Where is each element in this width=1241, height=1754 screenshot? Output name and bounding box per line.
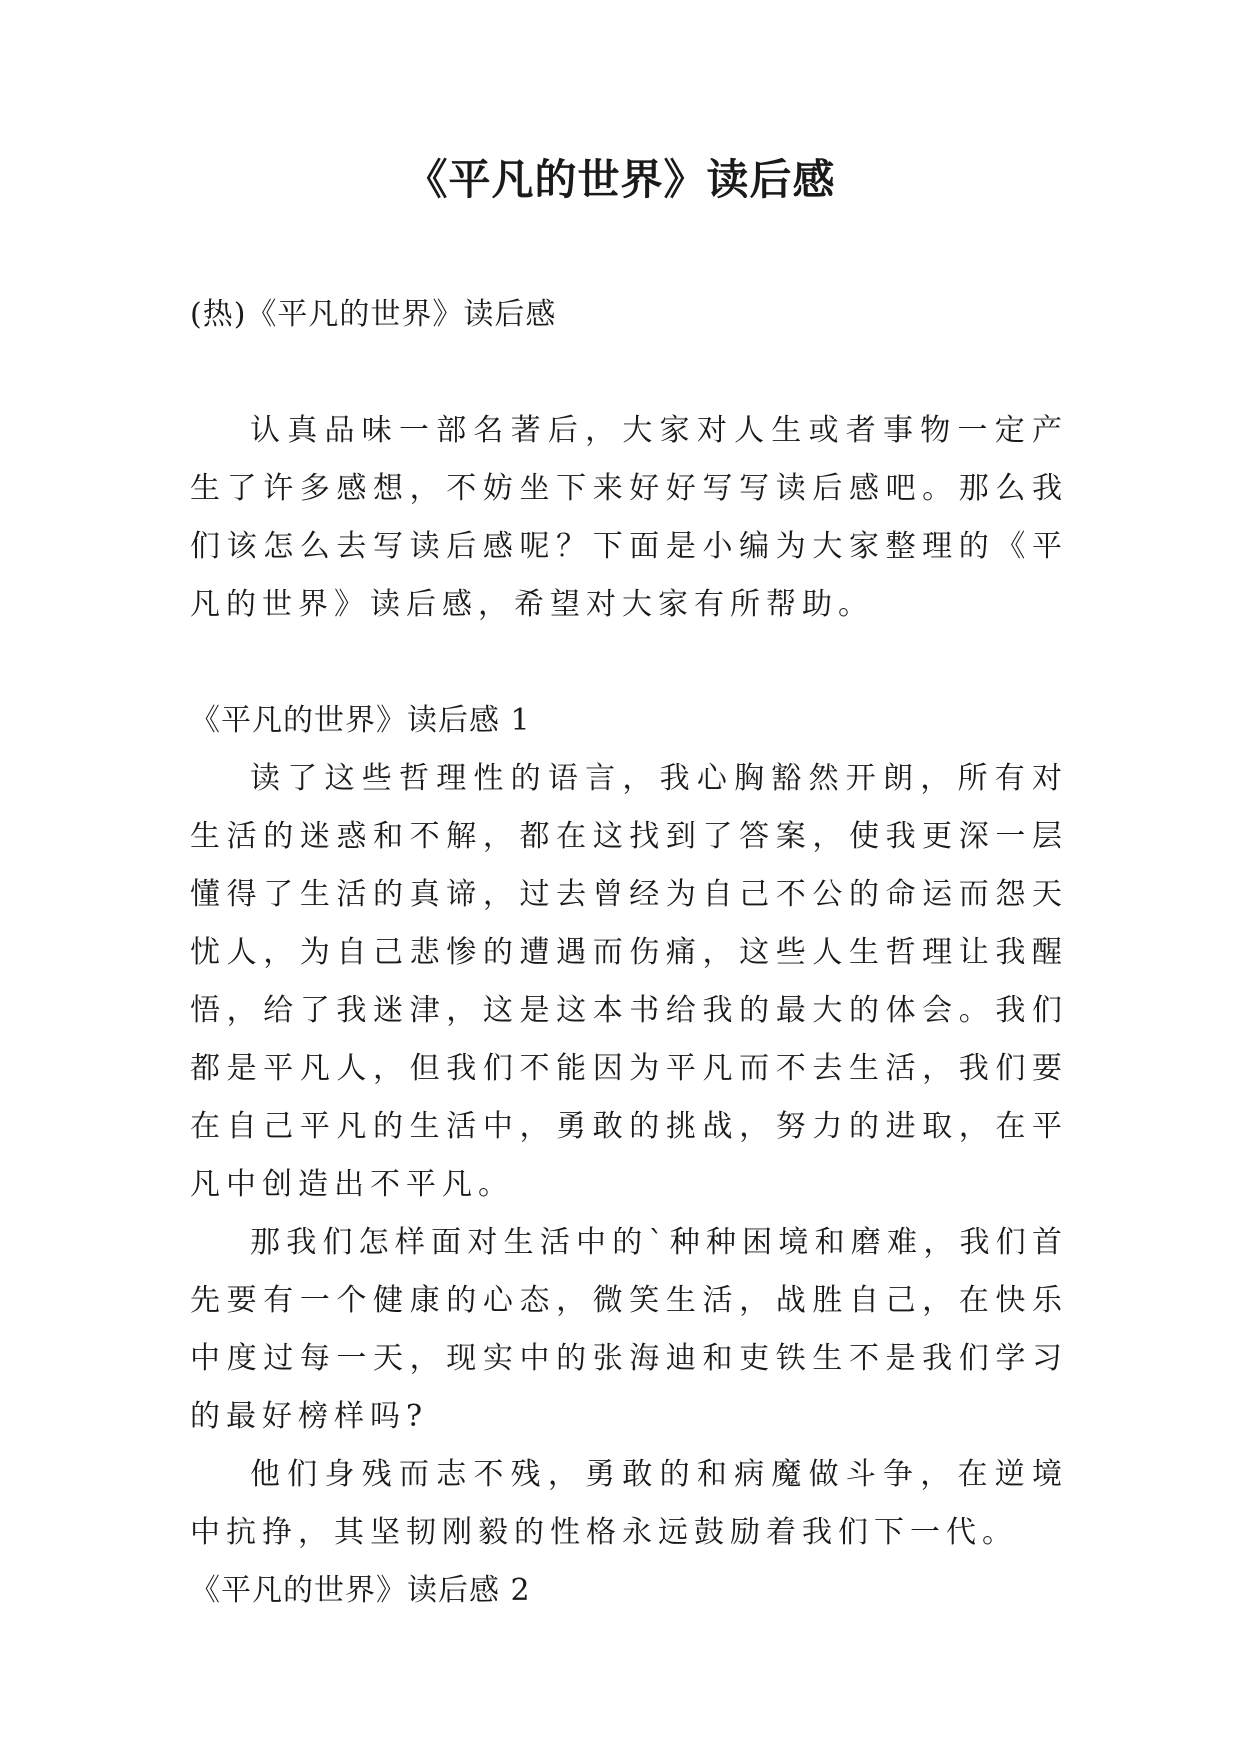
document-subtitle: (热)《平凡的世界》读后感 <box>190 297 557 332</box>
section1-paragraph-2: 那我们怎样面对生活中的`种种困境和磨难，我们首先要有一个健康的心态，微笑生活，战胜自己，在快乐中度过每一天，现实中的张海迪和吏铁生不是我们学习的最好榜样吗? <box>190 1225 1068 1434</box>
section-heading-1: 《平凡的世界》读后感 1 <box>190 703 531 738</box>
document-body <box>190 286 1068 1620</box>
section1-paragraph-3: 他们身残而志不残，勇敢的和病魔做斗争，在逆境中抗挣，其坚韧刚毅的性格永远鼓励着我们下一代。 <box>190 1457 1068 1550</box>
intro-paragraph: 认真品味一部名著后，大家对人生或者事物一定产生了许多感想，不妨坐下来好好写写读后感吧。那么我们该怎么去写读后感呢？下面是小编为大家整理的《平凡的世界》读后感，希望对大家有所帮助。 <box>190 413 1068 622</box>
section1-paragraph-1: 读了这些哲理性的语言，我心胸豁然开朗，所有对生活的迷惑和不解，都在这找到了答案，使我更深一层懂得了生活的真谛，过去曾经为自己不公的命运而怨天忧人，为自己悲惨的遭遇而伤痛，这些人生哲理让我醒悟，给了我迷津，这是这本书给我的最大的体会。我们都是平凡人，但我们不能因为平凡而不去生活，我们要在自己平凡的生活中，勇敢的挑战，努力的进取，在平凡中创造出不平凡。 <box>190 761 1068 1202</box>
document-title: 《平凡的世界》读后感 <box>405 155 836 204</box>
spacer <box>190 344 1068 402</box>
section-heading-2: 《平凡的世界》读后感 2 <box>190 1573 531 1608</box>
spacer <box>190 634 1068 692</box>
